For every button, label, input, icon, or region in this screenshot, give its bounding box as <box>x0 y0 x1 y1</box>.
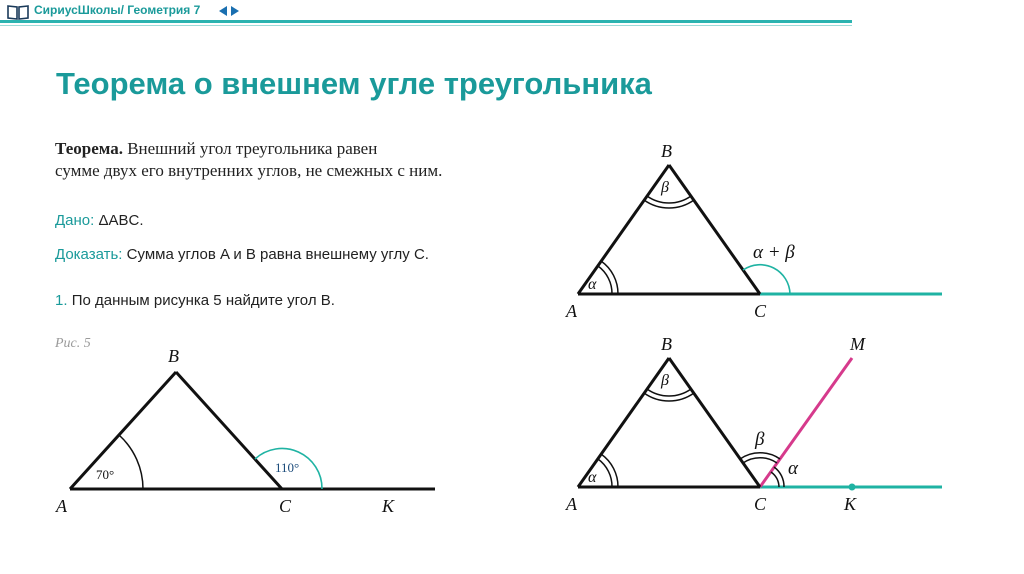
fig5-label-angle-A: 70° <box>96 467 115 482</box>
top-label-beta: β <box>661 179 669 196</box>
bottom-point-K <box>849 484 856 491</box>
bottom-label-beta: β <box>661 372 669 389</box>
bottom-label-C: C <box>754 494 767 514</box>
figure-5 <box>55 346 435 516</box>
bottom-angle-A-arc2 <box>601 454 618 487</box>
prove-label: Доказать: <box>55 246 123 263</box>
bottom-side-BC <box>669 358 760 487</box>
fig5-label-K: K <box>382 496 395 516</box>
top-angle-A-arc2 <box>601 261 618 294</box>
top-label-A: A <box>566 301 577 321</box>
bottom-label-K: K <box>844 494 857 514</box>
prove-text: Сумма углов A и B равна внешнему углу C. <box>126 246 429 263</box>
bottom-angle-C-alpha-arc1 <box>771 472 779 487</box>
bottom-label-A: A <box>566 494 577 514</box>
fig5-label-A: A <box>56 496 67 516</box>
bottom-label-alpha: α <box>588 469 597 486</box>
bottom-label-M: M <box>850 334 865 354</box>
theorem-label: Теорема. <box>55 139 123 158</box>
figure-theorem-top <box>565 141 942 321</box>
brand-main: СириусШколы <box>34 3 121 17</box>
given-text: ΔABC. <box>98 212 144 229</box>
figure-theorem-bottom <box>565 334 942 514</box>
theorem-line1: Внешний угол треугольника равен <box>127 139 378 158</box>
top-label-alpha: α <box>588 276 597 293</box>
fig5-side-AB <box>70 372 176 489</box>
bottom-angle-B-arc1 <box>647 389 691 396</box>
page-title: Теорема о внешнем угле треугольника <box>56 66 652 101</box>
top-angle-B-arc2 <box>644 200 694 208</box>
fig5-side-BC <box>176 372 282 489</box>
bottom-label-B: B <box>661 334 672 354</box>
bottom-label-beta-c: β <box>755 429 765 450</box>
fig5-angle-A-arc <box>119 435 143 489</box>
top-label-C: C <box>754 301 767 321</box>
brand-section: / Геометрия 7 <box>120 3 201 17</box>
top-angle-B-arc1 <box>647 196 691 203</box>
task-number: 1. <box>55 292 68 309</box>
task-text: По данным рисунка 5 найдите угол B. <box>71 292 335 309</box>
top-label-B: B <box>661 141 672 161</box>
given-label: Дано: <box>55 212 95 229</box>
top-side-BC <box>669 165 760 294</box>
figure-caption: Рис. 5 <box>55 336 91 351</box>
top-side-AB <box>578 165 669 294</box>
bottom-side-AB <box>578 358 669 487</box>
fig5-label-B: B <box>168 346 179 366</box>
fig5-label-angle-C: 110° <box>275 460 300 475</box>
top-label-ext: α + β <box>753 242 795 263</box>
bottom-angle-C-beta-arc1 <box>743 458 777 463</box>
bottom-angle-B-arc2 <box>644 393 694 401</box>
fig5-label-C: C <box>279 496 292 516</box>
bottom-label-alpha-c: α <box>788 458 798 479</box>
theorem-line2: сумме двух его внутренних углов, не смежных с ним. <box>55 161 443 180</box>
